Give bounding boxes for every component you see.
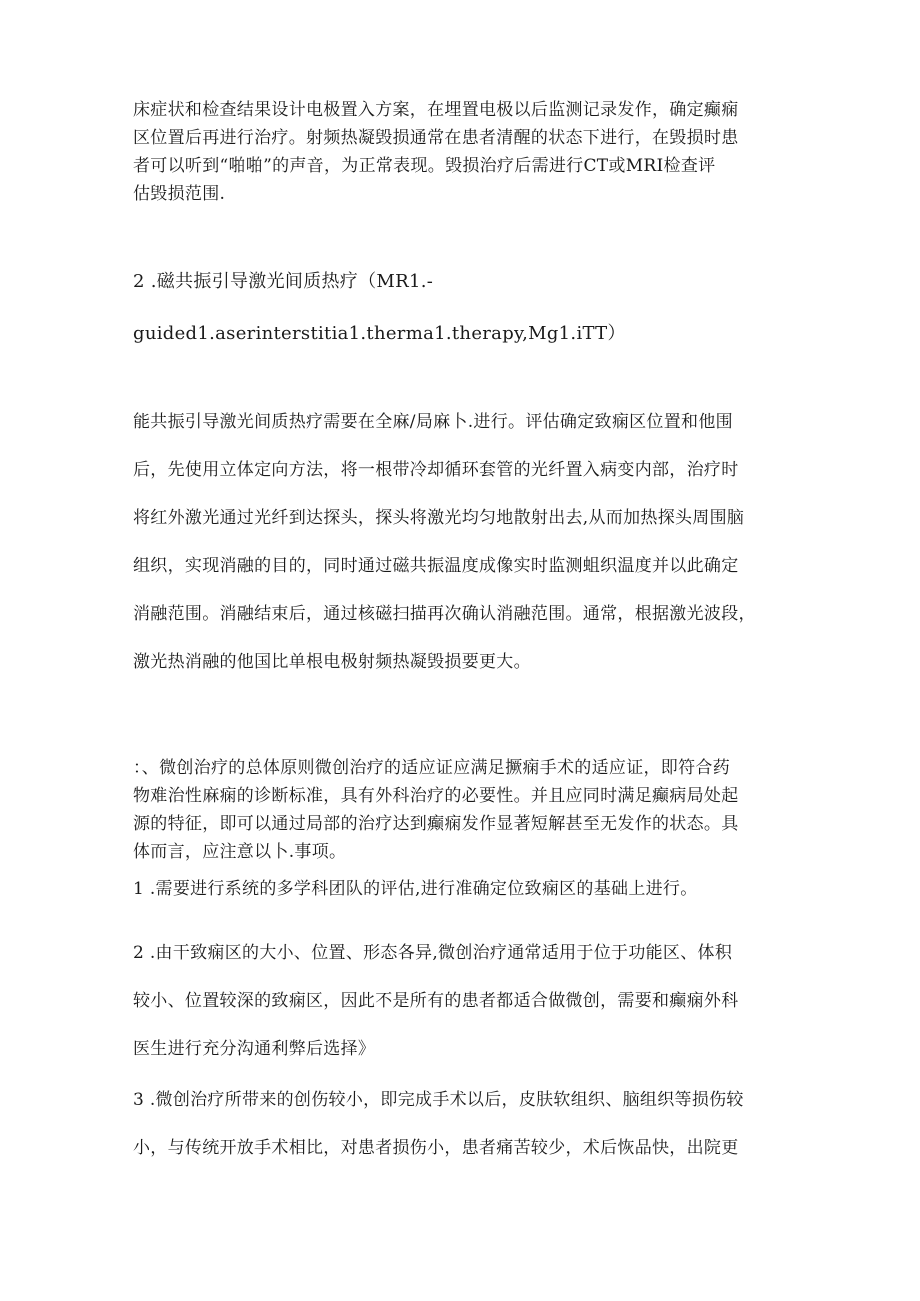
text-line: 床症状和检查结果设计电极置入方案，在埋置电极以后监测记录发作，确定癫痫 [133, 100, 739, 120]
text-line: 2 .由干致痫区的大小、位置、形态各异,微创治疗通常适用于位于功能区、体积 [133, 943, 733, 963]
text-line: 估毁损范围. [133, 184, 226, 204]
paragraph-general-principles [133, 754, 793, 866]
text-line: 将红外激光通过光纤到达探头，探头将激光均匀地散射出去,从而加热探头周围脑 [133, 508, 745, 528]
text-line: 后，先使用立体定向方法，将一根带冷却循环套管的光纤置入病变内部，治疗时 [133, 460, 739, 480]
text-line: 消融范围。消融结束后，通过核磁扫描再次确认消融范围。通常，根据激光波段， [133, 604, 756, 624]
text-line: 3 .微创治疗所带来的创伤较小，即完成手术以后，皮肤软组织、脑组织等损伤较 [133, 1090, 744, 1110]
text-line: 能共振引导激光间质热疗需要在全麻/局麻卜.进行。评估确定致痫区位置和他围 [133, 412, 733, 432]
text-line: 小，与传统开放手术相比，对患者损伤小，患者痛苦较少，术后恢品快，出院更 [133, 1138, 739, 1158]
paragraph-laser-ablation [133, 398, 793, 686]
text-line: 区位置后再进行治疗。射频热凝毁损通常在患者清醒的状态下进行，在毁损时患 [133, 128, 739, 148]
text-line: 源的特征，即可以通过局部的治疗达到癫痫发作显著短解甚至无发作的状态。具 [133, 814, 739, 834]
text-line: 体而言，应注意以卜.事项。 [133, 842, 347, 862]
heading-line: 2 .磁共振引导激光间质热疗（MR1.- [133, 271, 434, 292]
heading-line: guided1.aserinterstitia1.therma1.therapy,Mg1.iTT） [133, 323, 626, 344]
text-line: 者可以听到“啪啪”的声音，为正常表现。毁损治疗后需进行CT或MRI检查评 [133, 156, 716, 176]
text-line: ：、微创治疗的总体原则微创治疗的适应证应满足撅痫手术的适应证，即符合药 [133, 758, 730, 778]
paragraph-rf-thermocoagulation [133, 96, 793, 208]
list-item-1 [133, 865, 793, 913]
text-line: 激光热消融的他国比单根电极射频热凝毁损要更大。 [133, 652, 531, 672]
text-line: 医生进行充分沟通利弊后选择》 [133, 1039, 376, 1059]
list-item-3 [133, 1076, 793, 1172]
text-line: 物难治性麻痫的诊断标准，具有外科治疗的必要性。并且应同时满足癫病局处起 [133, 786, 739, 806]
section-heading-mrgitt [133, 256, 793, 360]
text-line: 1 .需要进行系统的多学科团队的评估,进行准确定位致痫区的基础上进行。 [133, 879, 698, 899]
text-line: 组织，实现消融的目的，同时通过磁共振温度成像实时监测蛆织温度并以此确定 [133, 556, 739, 576]
list-item-2 [133, 929, 793, 1073]
text-line: 较小、位置较深的致痫区，因此不是所有的患者都适合做微创，需要和癫痫外科 [133, 991, 739, 1011]
